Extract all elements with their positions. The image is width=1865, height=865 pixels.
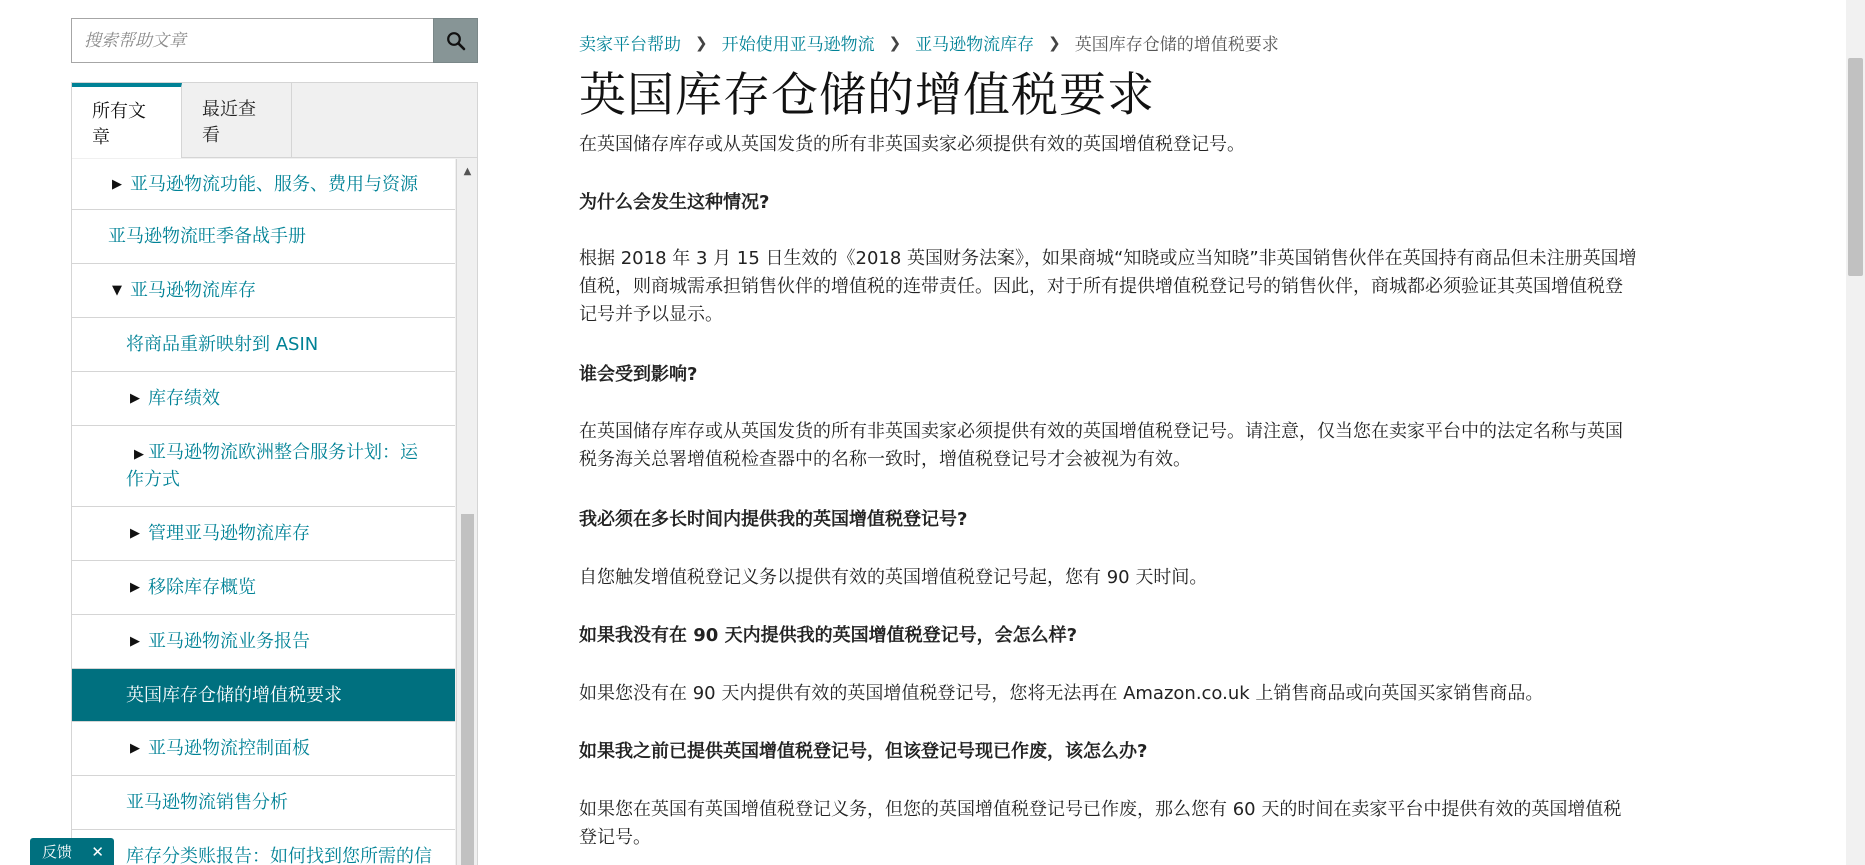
nav-item-removal-overview[interactable]	[72, 561, 455, 615]
chevron-right-icon: ❯	[695, 33, 708, 52]
nav-item-uk-vat-current[interactable]	[72, 669, 455, 722]
nav-item-label: 亚马逊物流控制面板	[148, 738, 310, 759]
feedback-label: 反馈	[42, 843, 73, 861]
expand-icon[interactable]: ▶	[130, 391, 140, 406]
nav-scrollbar[interactable]	[456, 159, 478, 865]
expand-icon[interactable]: ▶	[130, 634, 140, 649]
search-button[interactable]	[433, 18, 478, 63]
page-scrollbar[interactable]	[1846, 0, 1865, 865]
nav-item-label: 亚马逊物流业务报告	[148, 631, 310, 652]
nav-tabs	[72, 83, 477, 158]
nav-item-label: 亚马逊物流销售分析	[126, 792, 288, 813]
section-heading: 我必须在多长时间内提供我的英国增值税登记号?	[579, 509, 968, 530]
section-body: 如果您没有在 90 天内提供有效的英国增值税登记号，您将无法再在 Amazon.co.uk 上销售商品或向英国买家销售商品。	[579, 683, 1544, 704]
breadcrumb	[579, 30, 1279, 55]
nav-item-label: 亚马逊物流库存	[130, 280, 256, 301]
nav-list	[72, 159, 455, 865]
nav-item-pan-eu[interactable]	[72, 426, 455, 507]
search-icon	[446, 31, 466, 51]
nav-item-label: 亚马逊物流功能、服务、费用与资源	[130, 173, 418, 195]
page-title: 英国库存仓储的增值税要求	[579, 68, 1155, 123]
nav-item-peak-season[interactable]	[72, 210, 455, 264]
expand-icon[interactable]: ▶	[130, 741, 140, 756]
chevron-right-icon: ❯	[888, 33, 902, 52]
collapse-icon[interactable]: ▼	[112, 283, 122, 298]
chevron-right-icon: ❯	[1048, 33, 1061, 52]
expand-icon[interactable]: ▶	[130, 580, 140, 595]
nav-item-business-reports[interactable]	[72, 615, 455, 669]
article-intro: 在英国储存库存或从英国发货的所有非英国卖家必须提供有效的英国增值税登记号。	[579, 134, 1245, 155]
nav-item-fba-inventory[interactable]	[72, 264, 455, 318]
close-icon[interactable]: ✕	[91, 842, 104, 861]
section-heading: 如果我之前已提供英国增值税登记号，但该登记号现已作废，该怎么办?	[579, 741, 1148, 762]
nav-item-manage-inventory[interactable]	[72, 507, 455, 561]
article-nav-panel	[71, 82, 478, 865]
nav-item-fba-features[interactable]	[72, 159, 455, 210]
section-body: 自您触发增值税登记义务以提供有效的英国增值税登记号起，您有 90 天时间。	[579, 567, 1208, 588]
nav-item-label: 库存分类账报告：如何找到您所需的信	[126, 846, 432, 865]
section-body: 在英国储存库存或从英国发货的所有非英国卖家必须提供有效的英国增值税登记号。请注意，仅当您在卖家平台中的法定名称与英国税务海关总署增值税检查器中的名称一致时，增值税登记号才会被视为有效。	[579, 421, 1623, 470]
section-heading: 为什么会发生这种情况?	[579, 192, 770, 213]
tab-all-articles[interactable]: 所有文章	[72, 83, 182, 158]
nav-item-label: 库存绩效	[148, 388, 220, 409]
nav-scrollbar-thumb[interactable]	[461, 514, 474, 865]
scroll-up-arrow-icon[interactable]: ▲	[463, 165, 472, 177]
feedback-button[interactable]	[30, 838, 114, 865]
nav-item-label: 移除库存概览	[148, 577, 256, 598]
nav-item-label: 英国库存仓储的增值税要求	[126, 684, 342, 706]
expand-icon[interactable]: ▶	[112, 176, 122, 192]
breadcrumb-current: 英国库存仓储的增值税要求	[1074, 35, 1279, 55]
breadcrumb-link-seller-help[interactable]: 卖家平台帮助	[579, 35, 681, 55]
nav-item-ledger-report[interactable]	[72, 830, 455, 865]
nav-item-label: 亚马逊物流欧洲整合服务计划：运作方式	[126, 442, 418, 490]
nav-item-inventory-performance[interactable]	[72, 372, 455, 426]
expand-icon[interactable]: ▶	[130, 526, 140, 541]
nav-item-label: 将商品重新映射到 ASIN	[126, 334, 319, 355]
breadcrumb-link-getting-started-fba[interactable]: 开始使用亚马逊物流	[721, 35, 875, 55]
search-input[interactable]	[71, 18, 433, 63]
nav-item-fba-dashboard[interactable]	[72, 722, 455, 776]
nav-item-label: 亚马逊物流旺季备战手册	[108, 226, 306, 247]
section-body: 根据 2018 年 3 月 15 日生效的《2018 英国财务法案》，如果商城“知晓或应当知晓”非英国销售伙伴在英国持有商品但未注册英国增值税，则商城需承担销售伙伴的增值税的连带责任。因此，对于所有提供增值税登记号的销售伙伴，商城都必须验证其英国增值税登记号并予以显示。	[579, 248, 1637, 325]
page-scrollbar-thumb[interactable]	[1848, 58, 1863, 276]
nav-item-sales-analytics[interactable]	[72, 776, 455, 830]
section-heading: 如果我没有在 90 天内提供我的英国增值税登记号，会怎么样?	[579, 625, 1078, 646]
section-body: 如果您在英国有英国增值税登记义务，但您的英国增值税登记号已作废，那么您有 60 天的时间在卖家平台中提供有效的英国增值税登记号。	[579, 799, 1622, 848]
search-bar	[71, 18, 478, 63]
expand-icon[interactable]: ▶	[134, 447, 144, 462]
nav-item-remap-asin[interactable]	[72, 318, 455, 372]
section-heading: 谁会受到影响?	[579, 364, 698, 385]
breadcrumb-link-fba-inventory[interactable]: 亚马逊物流库存	[915, 35, 1035, 55]
tab-recently-viewed[interactable]: 最近查看	[182, 83, 292, 158]
nav-item-label: 管理亚马逊物流库存	[148, 523, 310, 544]
